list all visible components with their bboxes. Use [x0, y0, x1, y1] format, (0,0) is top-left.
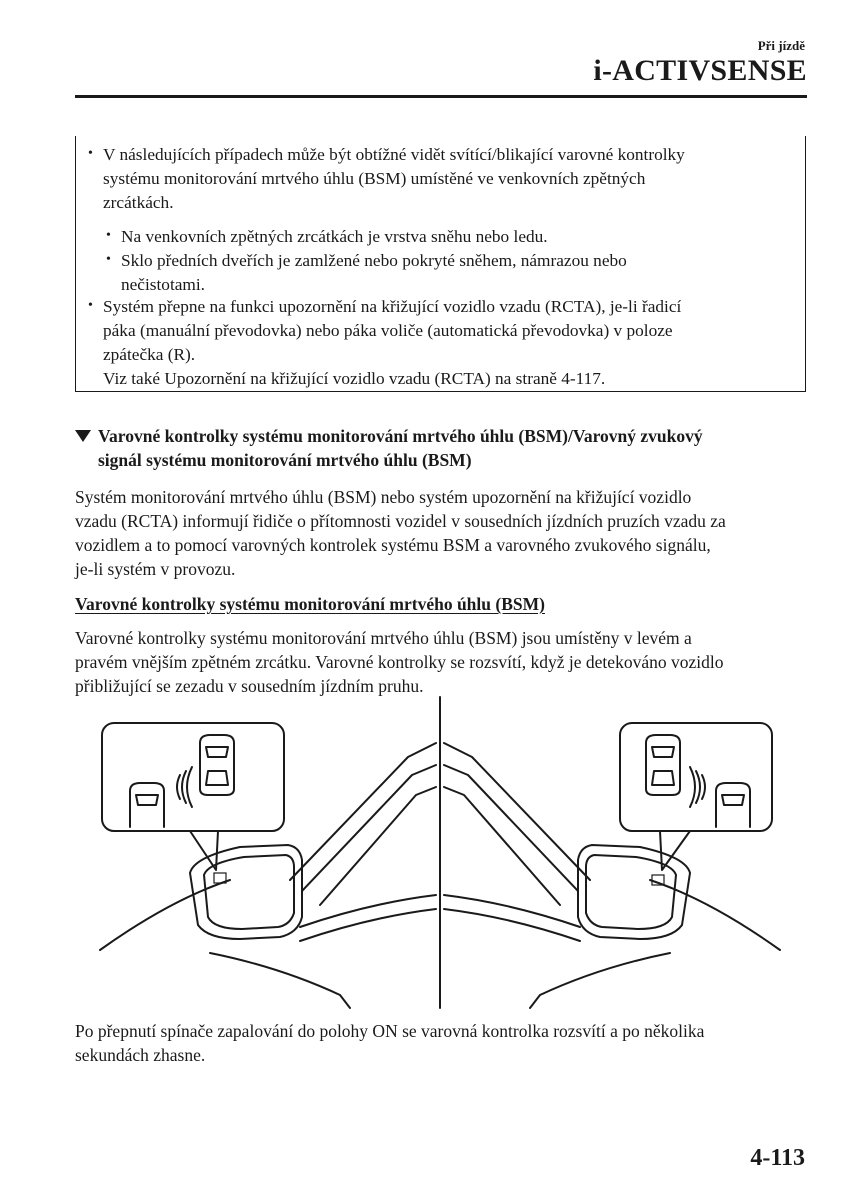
- closing-paragraph-line: Po přepnutí spínače zapalování do polohy ON se varovná kontrolka rozsvítí a po několika: [75, 1021, 705, 1041]
- note-sub-2-line: nečistotami.: [121, 275, 205, 294]
- left-own-car-icon: [130, 783, 164, 827]
- left-body-curve: [210, 953, 350, 1008]
- note-item-1-line: V následujících případech může být obtížné vidět svítící/blikající varovné kontrolky: [103, 145, 685, 164]
- right-approaching-car-icon: [646, 735, 680, 795]
- bullet-icon: •: [88, 298, 93, 313]
- right-own-car-icon: [716, 783, 750, 827]
- section-heading-line: Varovné kontrolky systému monitorování mrtvého úhlu (BSM)/Varovný zvukový: [98, 426, 703, 446]
- left-a-pillar-outer: [290, 743, 436, 880]
- right-dash-line: [444, 909, 580, 941]
- bullet-icon: •: [88, 146, 93, 161]
- header-rule: [75, 95, 807, 98]
- section-title: i-ACTIVSENSE: [593, 54, 807, 87]
- left-warning-waves-icon: [177, 767, 192, 807]
- right-warning-waves-icon: [690, 767, 705, 807]
- bullet-icon: •: [106, 228, 111, 243]
- intro-paragraph-line: je-li systém v provozu.: [75, 559, 236, 579]
- intro-paragraph-line: vzadu (RCTA) informují řidiče o přítomnosti vozidel v sousedních jízdních pruzích vzadu za: [75, 511, 726, 531]
- body-paragraph-line: přibližující se zezadu v sousedním jízdním pruhu.: [75, 676, 424, 696]
- right-a-pillar-inner2: [444, 787, 560, 905]
- closing-paragraph-line: sekundách zhasne.: [75, 1045, 206, 1065]
- left-door-line: [100, 880, 230, 950]
- note-sub-2-line: Sklo předních dveřích je zamlžené nebo pokryté sněhem, námrazou nebo: [121, 251, 627, 270]
- triangle-bullet-icon: [75, 430, 91, 442]
- bullet-icon: •: [106, 252, 111, 267]
- note-item-2-line: Viz také Upozornění na křižující vozidlo vzadu (RCTA) na straně 4-117.: [103, 369, 606, 388]
- body-paragraph-line: Varovné kontrolky systému monitorování mrtvého úhlu (BSM) jsou umístěny v levém a: [75, 628, 692, 648]
- section-heading-line: signál systému monitorování mrtvého úhlu (BSM): [98, 450, 472, 470]
- left-a-pillar-inner: [302, 765, 436, 891]
- right-body-curve: [530, 953, 670, 1008]
- note-item-2-line: zpátečka (R).: [103, 345, 196, 364]
- body-paragraph-line: pravém vnějším zpětném zrcátku. Varovné kontrolky se rozsvítí, když je detekováno vozidlo: [75, 652, 724, 672]
- left-callout-pointer: [190, 831, 218, 870]
- left-a-pillar-inner2: [320, 787, 436, 905]
- intro-paragraph-line: Systém monitorování mrtvého úhlu (BSM) nebo systém upozornění na křižující vozidlo: [75, 487, 692, 507]
- left-mirror-glass: [204, 855, 294, 929]
- left-approaching-car-icon: [200, 735, 234, 795]
- note-item-1-line: zrcátkách.: [103, 193, 174, 212]
- left-dash-line: [300, 909, 436, 941]
- page-number: 4-113: [750, 1145, 805, 1171]
- right-door-line: [650, 880, 780, 950]
- note-item-1-line: systému monitorování mrtvého úhlu (BSM) umístěné ve venkovních zpětných: [103, 169, 646, 188]
- right-a-pillar-outer: [444, 743, 590, 880]
- subheading: Varovné kontrolky systému monitorování mrtvého úhlu (BSM): [75, 594, 545, 614]
- note-sub-1-line: Na venkovních zpětných zrcátkách je vrstva sněhu nebo ledu.: [121, 227, 548, 246]
- intro-paragraph-line: vozidlem a to pomocí varovných kontrolek systému BSM a varovného zvukového signálu,: [75, 535, 711, 555]
- right-a-pillar-inner: [444, 765, 578, 891]
- note-item-2-line: Systém přepne na funkci upozornění na křižující vozidlo vzadu (RCTA), je-li řadicí: [103, 297, 682, 316]
- note-item-2-line: páka (manuální převodovka) nebo páka voliče (automatická převodovka) v poloze: [103, 321, 673, 340]
- chapter-label: Při jízdě: [757, 38, 805, 53]
- bsm-mirror-illustration: [90, 695, 790, 1010]
